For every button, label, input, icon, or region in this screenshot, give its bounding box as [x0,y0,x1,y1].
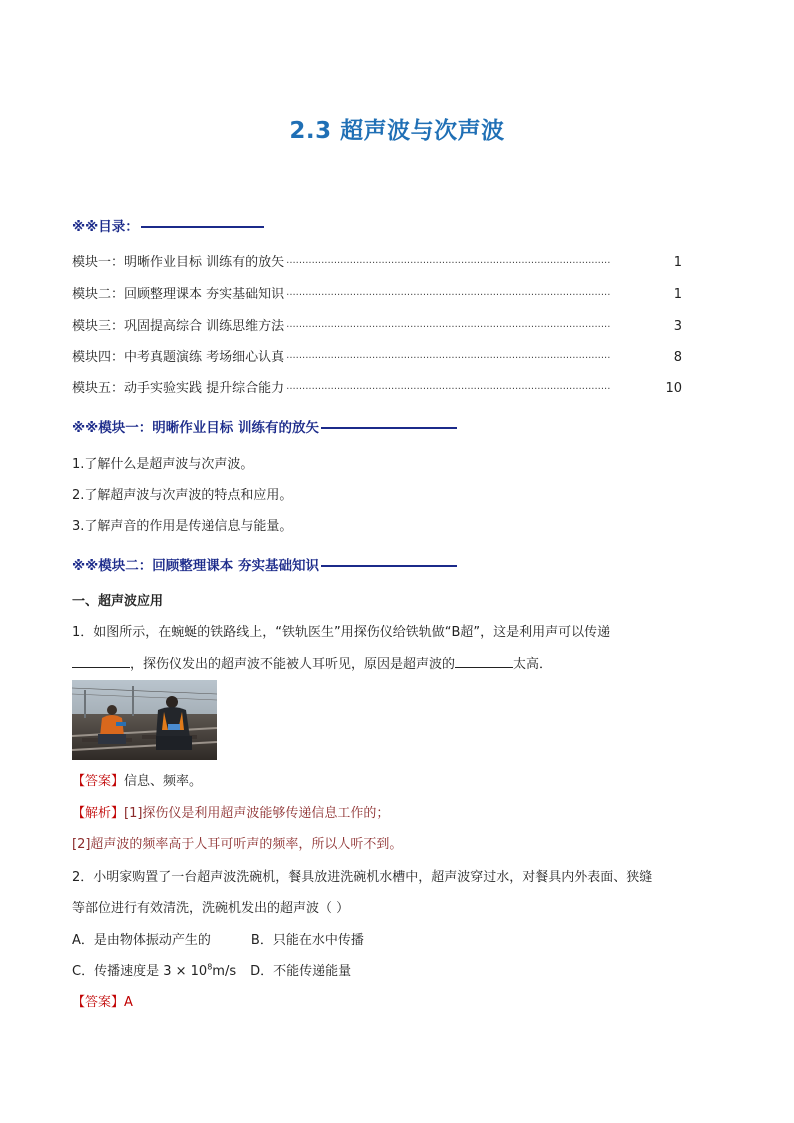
toc-item-1[interactable] [72,251,682,269]
toc-item-label: 模块二：回顾整理课本 夯实基础知识 [72,287,285,302]
q2-line1: 2．小明家购置了一台超声波洗碗机，餐具放进洗碗机水槽中，超声波穿过水，对餐具内外表面、狭缝 [72,870,653,885]
railway-inspection-photo [72,680,217,760]
toc-heading-text: ※※目录： [72,219,139,235]
toc-item-4[interactable] [72,346,682,364]
toc-leader-dots: ······································································································ [286,258,611,269]
heading-rule [321,565,457,567]
q1-analysis-1 [72,802,389,821]
q2-answer [72,991,133,1010]
toc-item-label: 模块一：明晰作业目标 训练有的放矢 [72,255,285,270]
toc-leader-dots: ······································································································ [286,353,611,364]
page-title: 2.3 超声波与次声波 [289,118,505,144]
option-b[interactable]: B．只能在水中传播 [250,933,364,948]
toc-item-label: 模块三：巩固提高综合 训练思维方法 [72,319,285,334]
option-c-exponent: 8 [207,962,213,972]
answer-label: 【答案】 [72,995,125,1010]
option-d[interactable]: D．不能传递能量 [250,964,352,979]
answer-label: 【答案】 [72,774,125,789]
q1-analysis-2: [2]超声波的频率高于人耳可听声的频率，所以人听不到。 [72,837,403,852]
module1-heading [72,416,457,436]
toc-item-page: 3 [673,319,682,334]
q2-options-row2 [72,960,351,979]
module1-heading-text: ※※模块一：明晰作业目标 训练有的放矢 [72,420,319,436]
toc-leader-dots: ······································································································ [286,384,611,395]
analysis-label: 【解析】 [72,806,125,821]
analysis-text-1: [1]探伤仪是利用超声波能够传递信息工作的； [124,806,390,821]
option-a[interactable]: A．是由物体振动产生的 [72,933,211,948]
toc-item-page: 1 [673,287,682,302]
answer-text: A [124,995,133,1010]
toc-item-5[interactable] [72,377,682,395]
module2-heading-text: ※※模块二：回顾整理课本 夯实基础知识 [72,558,319,574]
subheading-ultrasonic: 一、超声波应用 [72,594,164,609]
option-c-text: C．传播速度是 3 × 10 [72,964,208,979]
q2-line2: 等部位进行有效清洗，洗碗机发出的超声波（ ） [72,901,350,916]
toc-item-page: 1 [673,255,682,270]
toc-item-page: 8 [673,350,682,365]
answer-blank-2[interactable] [455,655,513,668]
q1-line2-mid: ，探伤仪发出的超声波不能被人耳听见，原因是超声波的 [130,657,456,672]
option-c-unit: m/s [212,964,237,979]
module2-heading [72,554,457,574]
q1-line2 [72,653,552,672]
answer-blank-1[interactable] [72,655,130,668]
q1-line2-end: 太高． [513,657,553,672]
goal-2: 2.了解超声波与次声波的特点和应用。 [72,488,293,503]
heading-rule [141,226,264,228]
goal-1: 1.了解什么是超声波与次声波。 [72,457,254,472]
toc-leader-dots: ······································································································ [286,290,611,301]
toc-item-label: 模块四：中考真题演练 考场细心认真 [72,350,285,365]
q1-line1: 1．如图所示，在蜿蜒的铁路线上，“铁轨医生”用探伤仪给铁轨做“B超”，这是利用声可以传递 [72,625,611,640]
q1-answer [72,770,202,789]
toc-item-3[interactable] [72,315,682,333]
option-c[interactable] [72,964,236,979]
toc-leader-dots: ······································································································ [286,322,611,333]
toc-heading [72,215,264,235]
answer-text: 信息、频率。 [124,774,203,789]
q2-options-row1 [72,929,364,948]
toc-item-page: 10 [665,381,682,396]
toc-item-label: 模块五：动手实验实践 提升综合能力 [72,381,285,396]
photo-illustration [72,680,217,760]
goal-3: 3.了解声音的作用是传递信息与能量。 [72,519,293,534]
toc-item-2[interactable] [72,283,682,301]
heading-rule [321,427,457,429]
